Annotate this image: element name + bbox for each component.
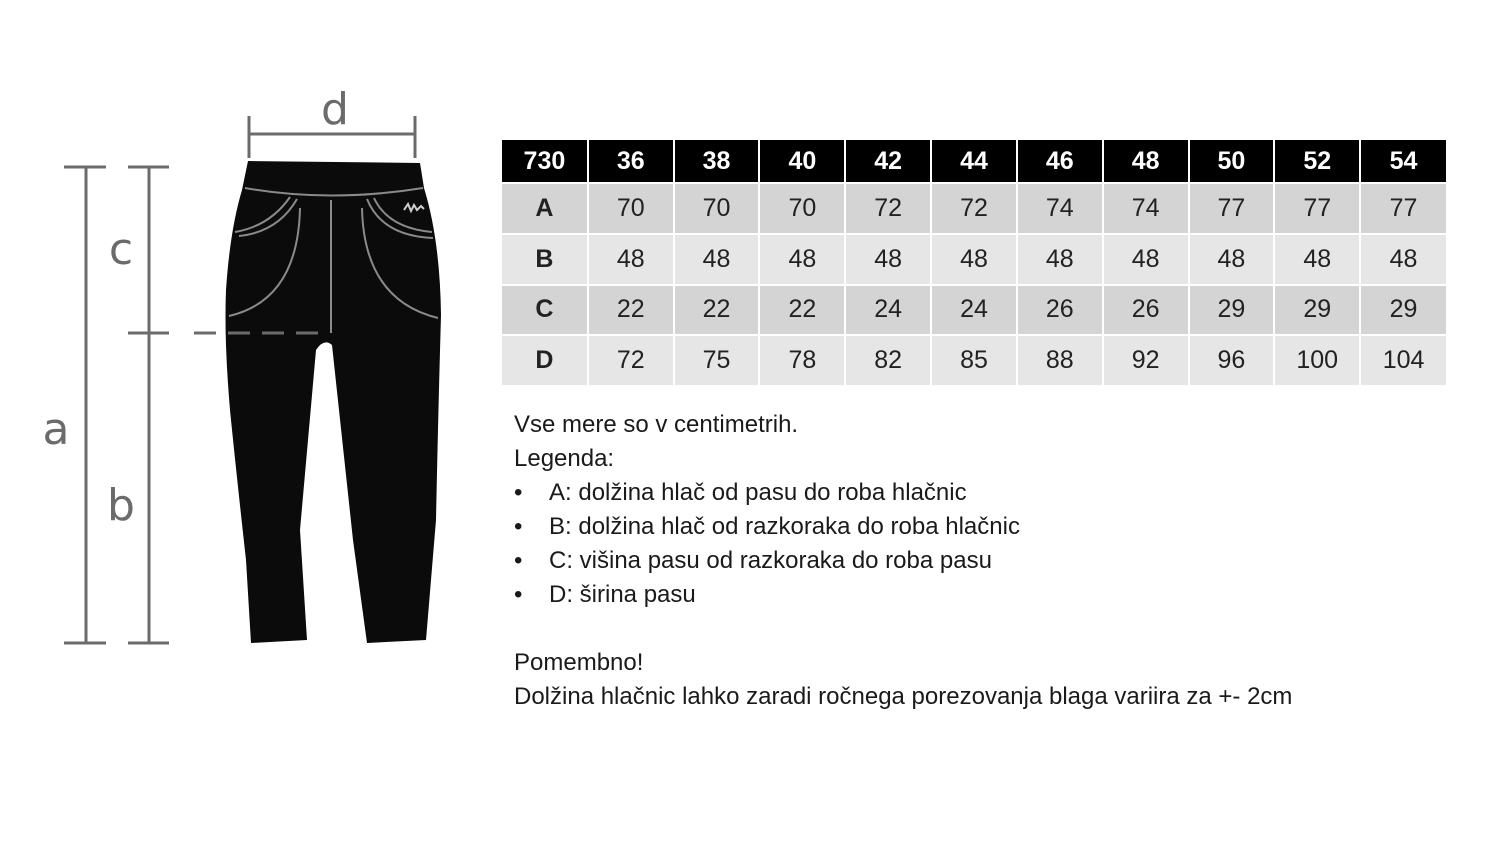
table-cell: 78 xyxy=(759,335,845,385)
label-c: c xyxy=(108,224,134,275)
table-cell: 100 xyxy=(1274,335,1360,385)
dimension-a xyxy=(64,167,106,643)
dimension-c xyxy=(128,167,169,333)
size-header: 38 xyxy=(674,140,760,183)
table-cell: 48 xyxy=(1274,234,1360,285)
table-cell: 29 xyxy=(1189,285,1275,336)
size-header: 50 xyxy=(1189,140,1275,183)
legend-item-text: C: višina pasu od razkoraka do roba pasu xyxy=(549,547,992,574)
table-cell: 22 xyxy=(588,285,674,336)
label-a: a xyxy=(42,404,70,455)
size-header: 48 xyxy=(1103,140,1189,183)
table-cell: 88 xyxy=(1017,335,1103,385)
legend-item-text: A: dolžina hlač od pasu do roba hlačnic xyxy=(549,479,967,506)
table-cell: 77 xyxy=(1189,183,1275,234)
size-header: 44 xyxy=(931,140,1017,183)
bullet-icon: • xyxy=(514,581,523,608)
legend-title: Legenda: xyxy=(514,445,615,472)
table-cell: 48 xyxy=(845,234,931,285)
table-cell: 77 xyxy=(1274,183,1360,234)
table-cell: 29 xyxy=(1360,285,1446,336)
table-cell: 48 xyxy=(588,234,674,285)
table-cell: 22 xyxy=(759,285,845,336)
bullet-icon: • xyxy=(514,547,523,574)
pants-measurement-diagram xyxy=(0,0,480,700)
legend-item xyxy=(514,510,1414,544)
size-header: 52 xyxy=(1274,140,1360,183)
table-cell: 72 xyxy=(588,335,674,385)
table-cell: 74 xyxy=(1017,183,1103,234)
size-header: 36 xyxy=(588,140,674,183)
table-cell: 48 xyxy=(1360,234,1446,285)
bullet-icon: • xyxy=(514,513,523,540)
table-cell: 70 xyxy=(759,183,845,234)
important-title: Pomembno! xyxy=(514,649,644,676)
table-cell: 29 xyxy=(1274,285,1360,336)
table-row xyxy=(502,285,1446,336)
table-row xyxy=(502,335,1446,385)
table-cell: 70 xyxy=(588,183,674,234)
important-text: Dolžina hlačnic lahko zaradi ročnega porezovanja blaga variira za +- 2cm xyxy=(514,683,1293,710)
row-label: D xyxy=(502,335,588,385)
table-cell: 48 xyxy=(1189,234,1275,285)
table-cell: 72 xyxy=(931,183,1017,234)
size-header: 46 xyxy=(1017,140,1103,183)
table-cell: 48 xyxy=(1017,234,1103,285)
table-cell: 77 xyxy=(1360,183,1446,234)
table-cell: 48 xyxy=(931,234,1017,285)
row-label: B xyxy=(502,234,588,285)
table-header-row xyxy=(502,140,1446,183)
legend-list xyxy=(514,476,1414,612)
table-cell: 48 xyxy=(759,234,845,285)
table-cell: 74 xyxy=(1103,183,1189,234)
row-label: C xyxy=(502,285,588,336)
table-cell: 24 xyxy=(931,285,1017,336)
table-cell: 48 xyxy=(1103,234,1189,285)
table-cell: 104 xyxy=(1360,335,1446,385)
table-cell: 26 xyxy=(1017,285,1103,336)
notes-section xyxy=(514,408,1414,714)
label-d: d xyxy=(321,84,349,135)
row-label: A xyxy=(502,183,588,234)
bullet-icon: • xyxy=(514,479,523,506)
table-row xyxy=(502,183,1446,234)
pants-illustration xyxy=(226,161,442,643)
table-cell: 48 xyxy=(674,234,760,285)
table-cell: 82 xyxy=(845,335,931,385)
table-cell: 96 xyxy=(1189,335,1275,385)
table-cell: 22 xyxy=(674,285,760,336)
table-cell: 75 xyxy=(674,335,760,385)
legend-item xyxy=(514,476,1414,510)
table-cell: 26 xyxy=(1103,285,1189,336)
model-number-header: 730 xyxy=(502,140,588,183)
table-cell: 24 xyxy=(845,285,931,336)
size-table xyxy=(502,140,1446,385)
size-header: 54 xyxy=(1360,140,1446,183)
table-cell: 72 xyxy=(845,183,931,234)
table-cell: 85 xyxy=(931,335,1017,385)
table-row xyxy=(502,234,1446,285)
size-header: 40 xyxy=(759,140,845,183)
table-cell: 92 xyxy=(1103,335,1189,385)
legend-item xyxy=(514,544,1414,578)
units-note: Vse mere so v centimetrih. xyxy=(514,411,799,438)
table-cell: 70 xyxy=(674,183,760,234)
label-b: b xyxy=(107,480,135,531)
legend-item xyxy=(514,578,1414,612)
legend-item-text: B: dolžina hlač od razkoraka do roba hlačnic xyxy=(549,513,1020,540)
legend-item-text: D: širina pasu xyxy=(549,581,696,608)
size-header: 42 xyxy=(845,140,931,183)
table-body xyxy=(502,183,1446,385)
